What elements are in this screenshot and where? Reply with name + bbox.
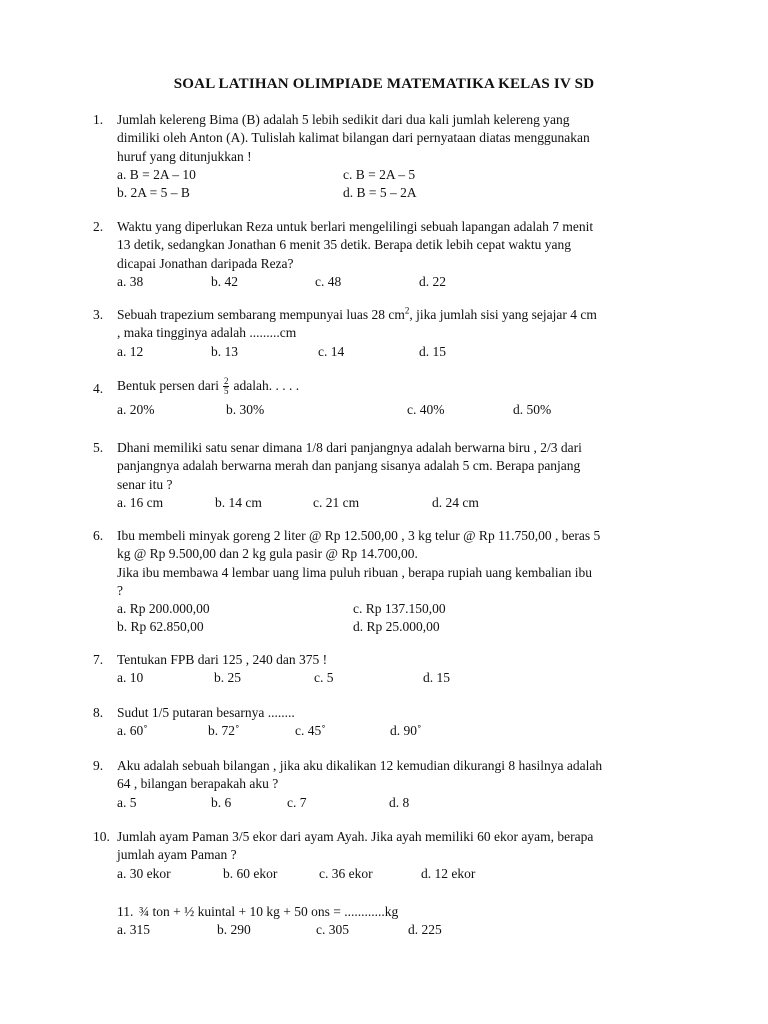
- option-c[interactable]: c. 36 ekor: [319, 865, 373, 881]
- option-b[interactable]: b. 13: [211, 343, 238, 359]
- question-line: , maka tingginya adalah .........cm: [117, 325, 297, 341]
- option-d[interactable]: d. B = 5 – 2A: [343, 185, 417, 201]
- question-line: Jumlah kelereng Bima (B) adalah 5 lebih sedikit dari dua kali jumlah kelereng yang: [117, 112, 570, 127]
- question-line: senar itu ?: [117, 476, 173, 492]
- option-b[interactable]: b. 30%: [226, 402, 265, 417]
- option-b[interactable]: b. 14 cm: [215, 494, 262, 510]
- options-row: [117, 865, 683, 883]
- question-9: [93, 757, 683, 812]
- option-d[interactable]: d. 225: [408, 922, 442, 938]
- options-row: [117, 166, 683, 184]
- question-number: 9.: [93, 758, 104, 773]
- question-3: [93, 306, 683, 361]
- question-number: 3.: [93, 307, 104, 322]
- question-line: kg @ Rp 9.500,00 dan 2 kg gula pasir @ Rp 14.700,00.: [117, 546, 418, 562]
- question-1: [93, 111, 683, 202]
- option-c[interactable]: c. 14: [318, 343, 345, 359]
- question-6: [93, 527, 683, 637]
- option-b[interactable]: b. Rp 62.850,00: [117, 619, 204, 635]
- question-text: [117, 377, 683, 401]
- question-text: [117, 439, 683, 494]
- question-number: 8.: [93, 705, 104, 720]
- option-a[interactable]: a. 20%: [117, 402, 155, 417]
- option-c[interactable]: c. 45˚: [295, 723, 326, 739]
- option-d[interactable]: d. 15: [423, 670, 450, 686]
- question-text: [117, 218, 683, 273]
- question-line: jumlah ayam Paman ?: [117, 847, 237, 863]
- question-line: Tentukan FPB dari 125 , 240 dan 375 !: [117, 652, 328, 667]
- option-c[interactable]: c. B = 2A – 5: [343, 166, 416, 182]
- options-row: [117, 722, 683, 740]
- options-row: [117, 921, 683, 939]
- question-text: [117, 651, 683, 669]
- question-line: Aku adalah sebuah bilangan , jika aku dikalikan 12 kemudian dikurangi 8 hasilnya adalah: [117, 758, 603, 773]
- options-row: [117, 273, 683, 291]
- question-5: [93, 439, 683, 512]
- question-text: [117, 527, 683, 600]
- option-c[interactable]: c. 40%: [407, 402, 445, 417]
- question-line: Sudut 1/5 putaran besarnya ........: [117, 705, 295, 720]
- option-a[interactable]: a. 5: [117, 794, 137, 810]
- options-row: [117, 343, 683, 361]
- question-text: [117, 111, 683, 166]
- options-row: [117, 184, 683, 202]
- option-b[interactable]: b. 72˚: [208, 723, 240, 739]
- option-c[interactable]: c. 305: [316, 922, 349, 938]
- option-d[interactable]: d. 22: [419, 273, 446, 289]
- question-text: [117, 828, 683, 865]
- question-line: ¾ ton + ½ kuintal + 10 kg + 50 ons = ............kg: [139, 904, 399, 919]
- question-number: 10.: [93, 829, 110, 844]
- option-a[interactable]: a. Rp 200.000,00: [117, 601, 210, 617]
- option-b[interactable]: b. 6: [211, 794, 232, 810]
- question-line: 64 , bilangan berapakah aku ?: [117, 776, 279, 792]
- option-a[interactable]: a. 38: [117, 273, 144, 289]
- options-row: [117, 494, 683, 512]
- option-c[interactable]: c. 48: [315, 273, 342, 289]
- option-b[interactable]: b. 25: [214, 670, 241, 686]
- question-text: [117, 704, 683, 722]
- options-row: [117, 401, 683, 419]
- question-line: Sebuah trapezium sembarang mempunyai luas 28 cm: [117, 307, 405, 322]
- option-a[interactable]: a. 10: [117, 670, 144, 686]
- option-c[interactable]: c. 21 cm: [313, 494, 360, 510]
- option-d[interactable]: d. 24 cm: [432, 494, 479, 510]
- option-c[interactable]: c. 7: [287, 794, 307, 810]
- document-title: SOAL LATIHAN OLIMPIADE MATEMATIKA KELAS IV SD: [173, 76, 595, 92]
- question-line: Jumlah ayam Paman 3/5 ekor dari ayam Ayah. Jika ayah memiliki 60 ekor ayam, berapa: [117, 829, 594, 844]
- fraction: $\frac{2}{5}$: [223, 376, 229, 397]
- question-number: 2.: [93, 219, 104, 234]
- question-line: Waktu yang diperlukan Reza untuk berlari mengelilingi sebuah lapangan adalah 7 menit: [117, 219, 594, 234]
- question-number: 1.: [93, 112, 104, 127]
- question-line: Ibu membeli minyak goreng 2 liter @ Rp 12.500,00 , 3 kg telur @ Rp 11.750,00 , beras 5: [117, 528, 601, 543]
- question-line: Jika ibu membawa 4 lembar uang lima puluh ribuan , berapa rupiah uang kembalian ibu: [117, 564, 592, 580]
- option-d[interactable]: d. 90˚: [390, 723, 422, 739]
- question-line: 13 detik, sedangkan Jonathan 6 menit 35 detik. Berapa detik lebih cepat waktu yang: [117, 237, 571, 253]
- question-number: 5.: [93, 440, 104, 455]
- question-line: adalah. . . . .: [233, 378, 300, 393]
- question-number: 4.: [93, 381, 104, 396]
- option-a[interactable]: a. 315: [117, 922, 150, 938]
- options-row: [117, 794, 683, 812]
- question-2: [93, 218, 683, 291]
- question-11: [93, 903, 683, 940]
- option-b[interactable]: b. 60 ekor: [223, 865, 278, 881]
- option-d[interactable]: d. 12 ekor: [421, 865, 476, 881]
- question-4: [93, 377, 683, 419]
- question-line: Dhani memiliki satu senar dimana 1/8 dari panjangnya adalah berwarna biru , 2/3 dari: [117, 440, 582, 455]
- question-line: panjangnya adalah berwarna merah dan panjang sisanya adalah 5 cm. Berapa panjang: [117, 458, 581, 474]
- question-line: huruf yang ditunjukkan !: [117, 148, 252, 164]
- question-10: [93, 828, 683, 883]
- options-row: [117, 600, 683, 618]
- question-line: dimiliki oleh Anton (A). Tulislah kalimat bilangan dari pernyataan diatas menggunakan: [117, 130, 590, 146]
- option-d[interactable]: d. Rp 25.000,00: [353, 619, 440, 635]
- superscript: 2: [404, 305, 410, 316]
- option-d[interactable]: d. 50%: [513, 402, 552, 417]
- option-a[interactable]: a. B = 2A – 10: [117, 166, 196, 182]
- option-a[interactable]: a. 60˚: [117, 723, 148, 739]
- question-7: [93, 651, 683, 688]
- options-row: [117, 618, 683, 636]
- question-text: [117, 757, 683, 794]
- option-c[interactable]: c. Rp 137.150,00: [353, 601, 446, 617]
- question-line: Bentuk persen dari: [117, 378, 219, 393]
- options-row: [117, 669, 683, 687]
- question-number: 11.: [117, 904, 134, 919]
- option-b[interactable]: b. 290: [217, 922, 251, 938]
- option-d[interactable]: d. 8: [389, 794, 410, 810]
- option-b[interactable]: b. 42: [211, 273, 238, 289]
- question-8: [93, 704, 683, 741]
- question-line: , jika jumlah sisi yang sejajar 4 cm: [409, 307, 597, 322]
- question-text: [139, 903, 683, 921]
- question-number: 7.: [93, 652, 104, 667]
- option-b[interactable]: b. 2A = 5 – B: [117, 185, 190, 201]
- option-a[interactable]: a. 12: [117, 343, 144, 359]
- question-text: [117, 306, 683, 343]
- option-a[interactable]: a. 30 ekor: [117, 865, 171, 881]
- option-d[interactable]: d. 15: [419, 343, 446, 359]
- question-number: 6.: [93, 528, 104, 543]
- option-a[interactable]: a. 16 cm: [117, 494, 164, 510]
- option-c[interactable]: c. 5: [314, 670, 334, 686]
- question-line: ?: [117, 582, 123, 598]
- question-line: dicapai Jonathan daripada Reza?: [117, 255, 294, 271]
